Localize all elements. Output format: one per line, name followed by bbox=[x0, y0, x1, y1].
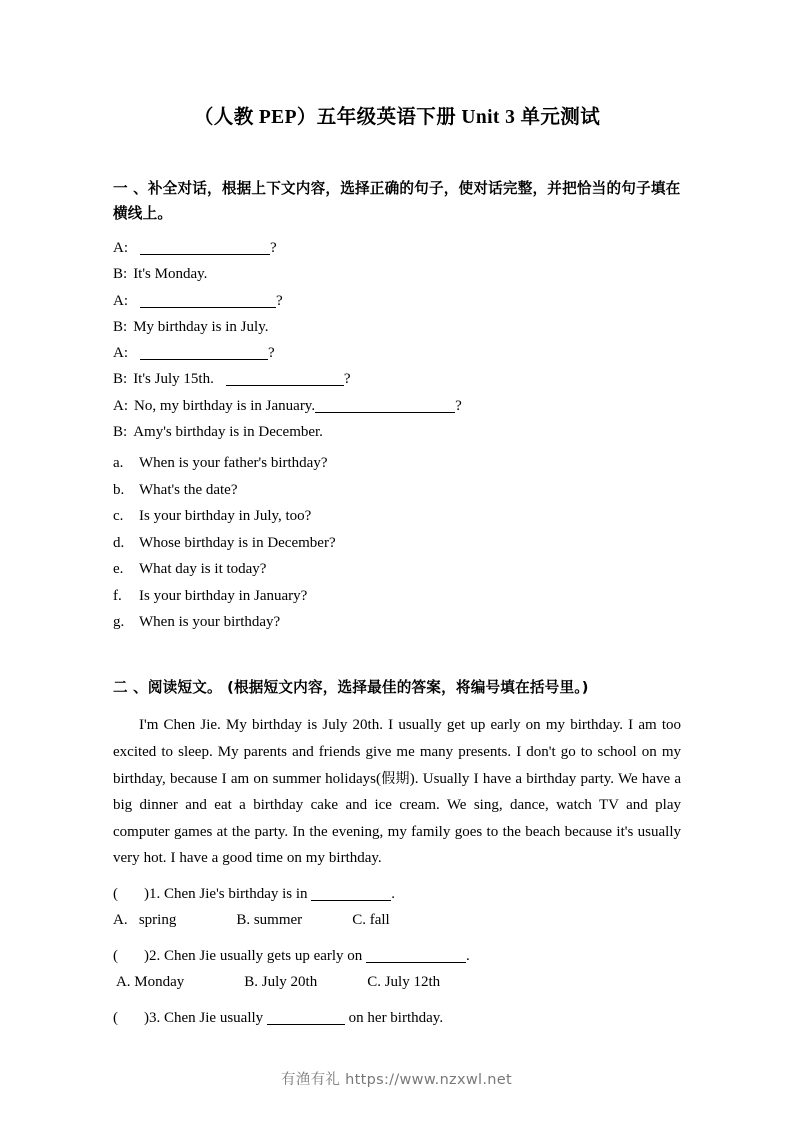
option-item-a[interactable] bbox=[113, 450, 681, 477]
option-item-c[interactable] bbox=[113, 503, 681, 530]
answer-blank[interactable] bbox=[140, 294, 276, 308]
option-item-g[interactable] bbox=[113, 609, 681, 636]
answer-blank[interactable] bbox=[366, 949, 466, 963]
option-text: Is your birthday in July, too? bbox=[139, 508, 312, 525]
question-number: 3. bbox=[149, 1009, 161, 1026]
option-text: When is your father's birthday? bbox=[139, 455, 328, 472]
document-content bbox=[113, 0, 681, 1031]
section-two-heading: 二 、阅读短文。 (根据短文内容，选择最佳的答案，将编号填在括号里。) bbox=[113, 678, 589, 696]
question-stem-tail: . bbox=[391, 885, 396, 902]
dialogue-text: Amy's birthday is in December. bbox=[133, 424, 323, 441]
dialogue-speaker: B: bbox=[113, 371, 128, 388]
option-text: Is your birthday in January? bbox=[139, 587, 308, 604]
option-letter: f. bbox=[113, 587, 122, 604]
answer-blank[interactable] bbox=[311, 887, 391, 901]
footer-watermark: 有渔有礼 https://www.nzxwl.net bbox=[281, 1072, 512, 1088]
passage-part-two: ). Usually I have a birthday party. We have a big dinner and eat a birthday cake and ice cream. We sing, dance, watch TV and play computer games at the party. In the evening, my family goes to the beach because it's usually very hot. I have a good time on my birthday. bbox=[113, 770, 682, 867]
question-3 bbox=[113, 1005, 681, 1032]
dialogue-line bbox=[113, 340, 681, 366]
passage-part-one: I'm Chen Jie. My birthday is July 20th. I usually get up early on my birthday. I am too excited to sleep. My parents and friends give me many presents. I don't go to school on my birthday, because I am on summer holidays( bbox=[113, 717, 681, 787]
dialogue-suffix: ? bbox=[455, 397, 462, 414]
question-1 bbox=[113, 881, 681, 934]
choice-c[interactable]: C. fall bbox=[352, 912, 390, 929]
dialogue-suffix: ? bbox=[343, 371, 351, 388]
option-text: Whose birthday is in December? bbox=[139, 534, 336, 551]
dialogue-speaker: A: bbox=[113, 240, 128, 256]
question-stem-tail: . bbox=[466, 947, 470, 964]
dialogue-line bbox=[113, 366, 681, 392]
option-letter: c. bbox=[113, 508, 124, 525]
dialogue-list bbox=[113, 235, 681, 445]
question-stem-text: Chen Jie's birthday is in bbox=[164, 885, 308, 902]
question-stem-text: Chen Jie usually bbox=[164, 1009, 264, 1026]
option-letter: a. bbox=[113, 455, 124, 472]
choice-c[interactable]: C. July 12th bbox=[367, 974, 441, 991]
option-text: When is your birthday? bbox=[139, 614, 281, 631]
answer-blank[interactable] bbox=[140, 346, 268, 360]
dialogue-line bbox=[113, 261, 681, 287]
answer-blank[interactable] bbox=[140, 241, 270, 255]
question-2-stem: ( )2. Chen Jie usually gets up early on . bbox=[113, 947, 470, 964]
dialogue-line bbox=[113, 314, 681, 340]
answer-blank[interactable] bbox=[315, 399, 455, 413]
dialogue-speaker: A: bbox=[113, 397, 128, 414]
dialogue-text: It's July 15th. bbox=[133, 371, 214, 388]
dialogue-suffix: ? bbox=[270, 240, 277, 256]
choice-b[interactable]: B. summer bbox=[236, 912, 303, 929]
choice-a[interactable]: A. Monday bbox=[115, 974, 185, 991]
dialogue-speaker: A: bbox=[113, 345, 128, 362]
dialogue-text: It's Monday. bbox=[133, 266, 208, 283]
dialogue-suffix: ? bbox=[276, 292, 283, 309]
dialogue-line bbox=[113, 235, 681, 261]
reading-passage bbox=[113, 712, 681, 872]
question-2-choices bbox=[113, 969, 681, 996]
question-stem-tail: on her birthday. bbox=[348, 1009, 444, 1026]
option-item-b[interactable] bbox=[113, 477, 681, 504]
choice-a[interactable]: A. spring bbox=[113, 912, 177, 929]
option-letter: e. bbox=[113, 561, 124, 578]
dialogue-speaker: B: bbox=[113, 318, 128, 335]
question-1-choices bbox=[113, 907, 681, 934]
dialogue-speaker: B: bbox=[113, 266, 128, 283]
option-item-f[interactable] bbox=[113, 583, 681, 610]
question-stem-text: Chen Jie usually gets up early on bbox=[164, 947, 363, 964]
choice-b[interactable]: B. July 20th bbox=[244, 974, 318, 991]
option-text: What day is it today? bbox=[139, 561, 267, 578]
page-title: （人教 PEP）五年级英语下册 Unit 3 单元测试 bbox=[193, 107, 601, 128]
passage-gloss: 假期 bbox=[381, 770, 410, 787]
option-letter: b. bbox=[113, 481, 125, 498]
dialogue-speaker: B: bbox=[113, 424, 128, 441]
answer-blank[interactable] bbox=[267, 1011, 345, 1025]
dialogue-line bbox=[113, 419, 681, 445]
section-one-heading: 一 、补全对话，根据上下文内容，选择正确的句子，使对话完整，并把恰当的句子填在横线上。 bbox=[113, 180, 681, 222]
question-3-stem: ( )3. Chen Jie usually on her birthday. bbox=[113, 1009, 444, 1026]
option-text: What's the date? bbox=[139, 481, 238, 498]
dialogue-line bbox=[113, 393, 681, 419]
option-item-e[interactable] bbox=[113, 556, 681, 583]
option-letter: d. bbox=[113, 534, 125, 551]
dialogue-text: My birthday is in July. bbox=[133, 318, 269, 335]
option-letter: g. bbox=[113, 614, 125, 631]
question-number: 2. bbox=[149, 947, 161, 964]
dialogue-text: No, my birthday is in January. bbox=[134, 397, 316, 414]
dialogue-line bbox=[113, 288, 681, 314]
dialogue-suffix: ? bbox=[268, 345, 275, 362]
option-item-d[interactable] bbox=[113, 530, 681, 557]
question-number: 1. bbox=[149, 885, 161, 902]
dialogue-speaker: A: bbox=[113, 292, 128, 309]
question-1-stem: ( )1. Chen Jie's birthday is in . bbox=[113, 885, 396, 902]
option-list bbox=[113, 450, 681, 636]
answer-blank[interactable] bbox=[226, 372, 344, 386]
question-2 bbox=[113, 943, 681, 996]
